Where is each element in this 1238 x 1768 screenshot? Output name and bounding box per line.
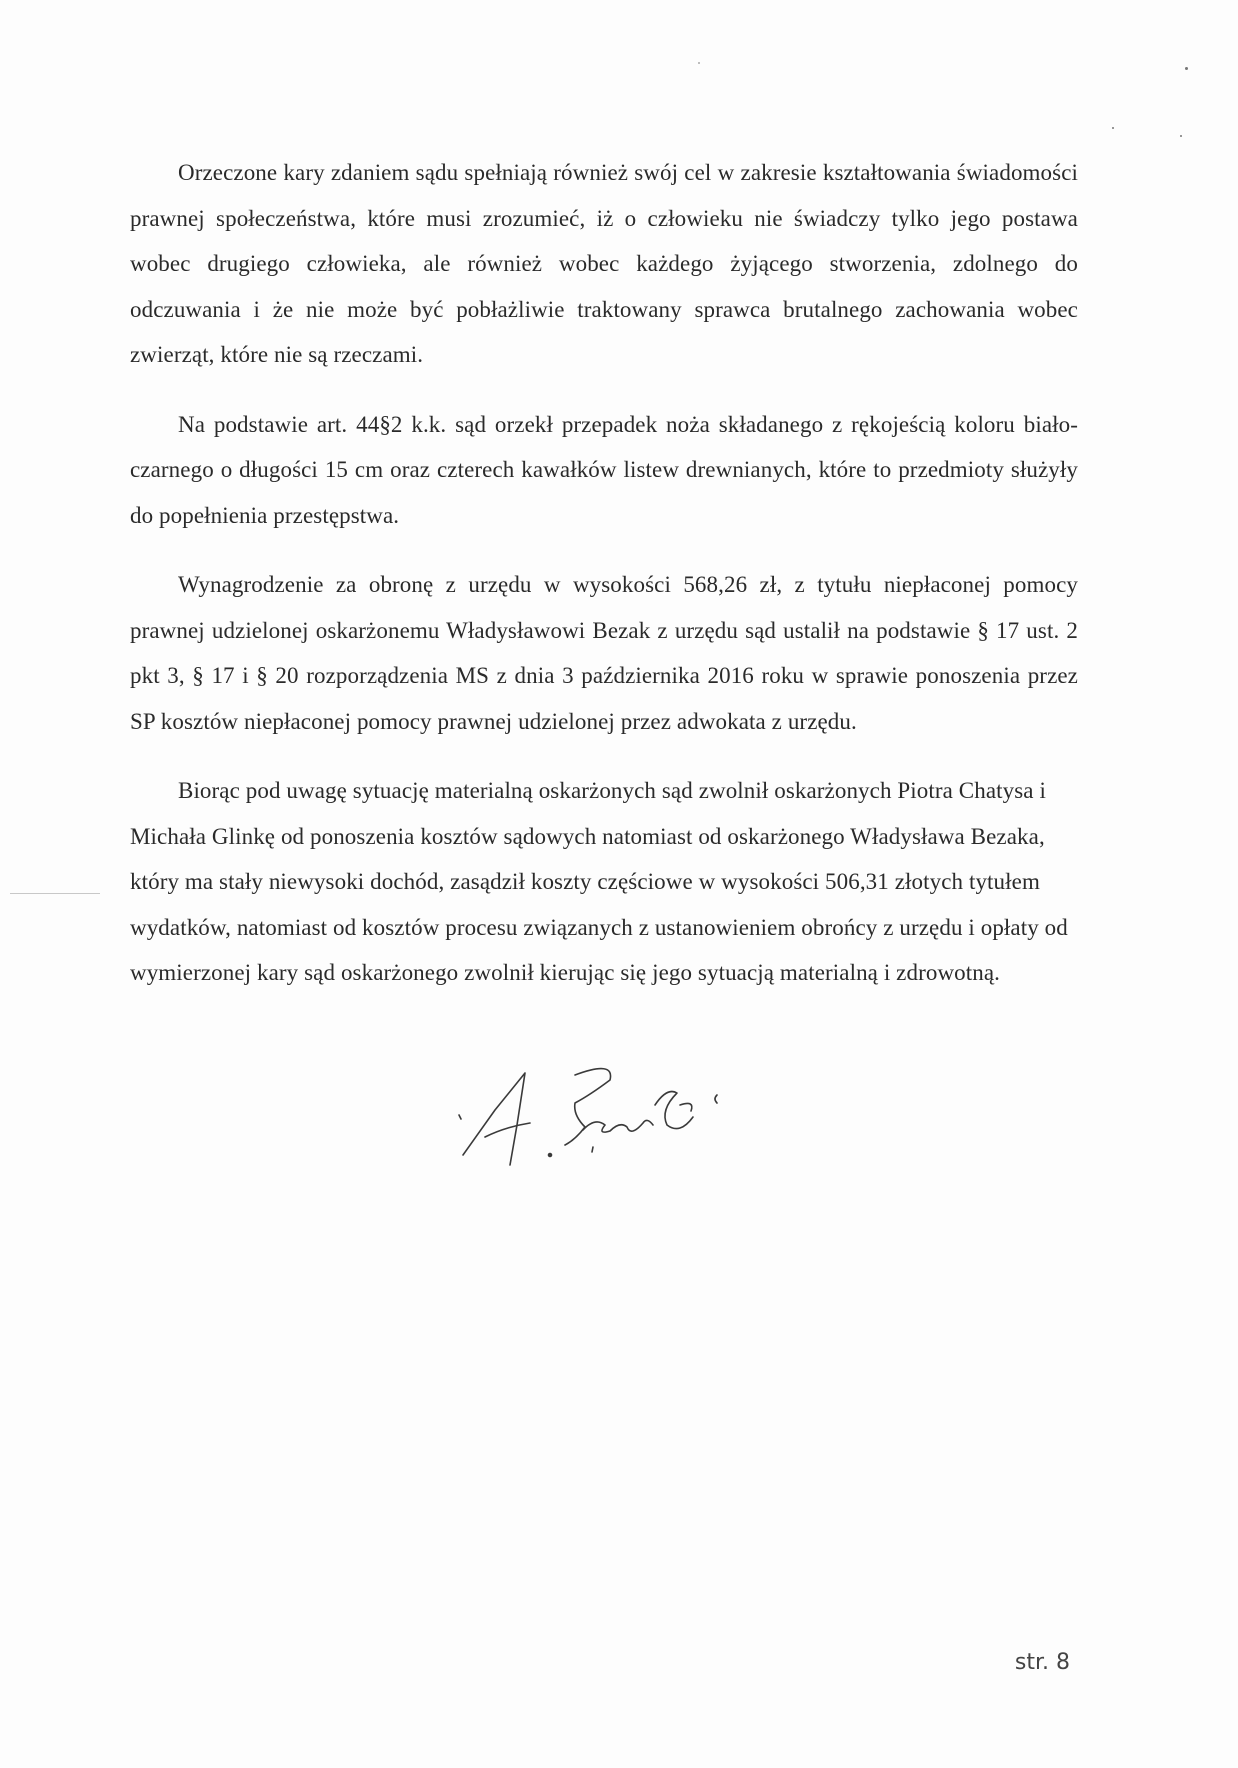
scan-speck — [1112, 127, 1114, 129]
paragraph-court-costs: Biorąc pod uwagę sytuację materialną oskarżonych sąd zwolnił oskarżonych Piotra Chatysa i Michała Glinkę od ponoszenia kosztów sądowych natomiast od oskarżonego Władysława Bezaka, który ma stały niewysoki dochód, zasądził koszty częściowe w wysokości 506,31 złotych tytułem wydatków, natomiast od kosztów procesu związanych z ustanowieniem obrońcy z urzędu i opłaty od wymierzonej kary sąd oskarżonego zwolnił kierując się jego sytuacją materialną i zdrowotną. — [130, 778, 1068, 985]
scan-speck — [1180, 135, 1182, 137]
document-body — [130, 150, 1078, 1020]
margin-line — [10, 893, 100, 894]
paragraph-defence-fee: Wynagrodzenie za obronę z urzędu w wysokości 568,26 zł, z tytułu niepłaconej pomocy prawnej udzielonej oskarżonemu Władysławowi Bezak z urzędu sąd ustalił na podstawie § 17 ust. 2 pkt 3, § 17 i § 20 rozporządzenia MS z dnia 3 października 2016 roku w sprawie ponoszenia przez SP kosztów niepłaconej pomocy prawnej udzielonej przez adwokata z urzędu. — [130, 572, 1078, 734]
signature-icon — [455, 1055, 775, 1185]
scan-speck — [698, 62, 700, 64]
paragraph-sentence-purpose: Orzeczone kary zdaniem sądu spełniają również swój cel w zakresie kształtowania świadomości prawnej społeczeństwa, które musi zrozumieć, iż o człowieku nie świadczy tylko jego postawa wobec drugiego człowieka, ale również wobec każdego żyjącego stworzenia, zdolnego do odczuwania i że nie może być pobłażliwie traktowany sprawca brutalnego zachowania wobec zwierząt, które nie są rzeczami. — [130, 160, 1078, 367]
paragraph-forfeiture: Na podstawie art. 44§2 k.k. sąd orzekł przepadek noża składanego z rękojeścią koloru biało-czarnego o długości 15 cm oraz czterech kawałków listew drewnianych, które to przedmioty służyły do popełnienia przestępstwa. — [130, 411, 1078, 528]
scan-speck — [1185, 67, 1188, 70]
page-number: str. 8 — [1014, 1650, 1070, 1675]
